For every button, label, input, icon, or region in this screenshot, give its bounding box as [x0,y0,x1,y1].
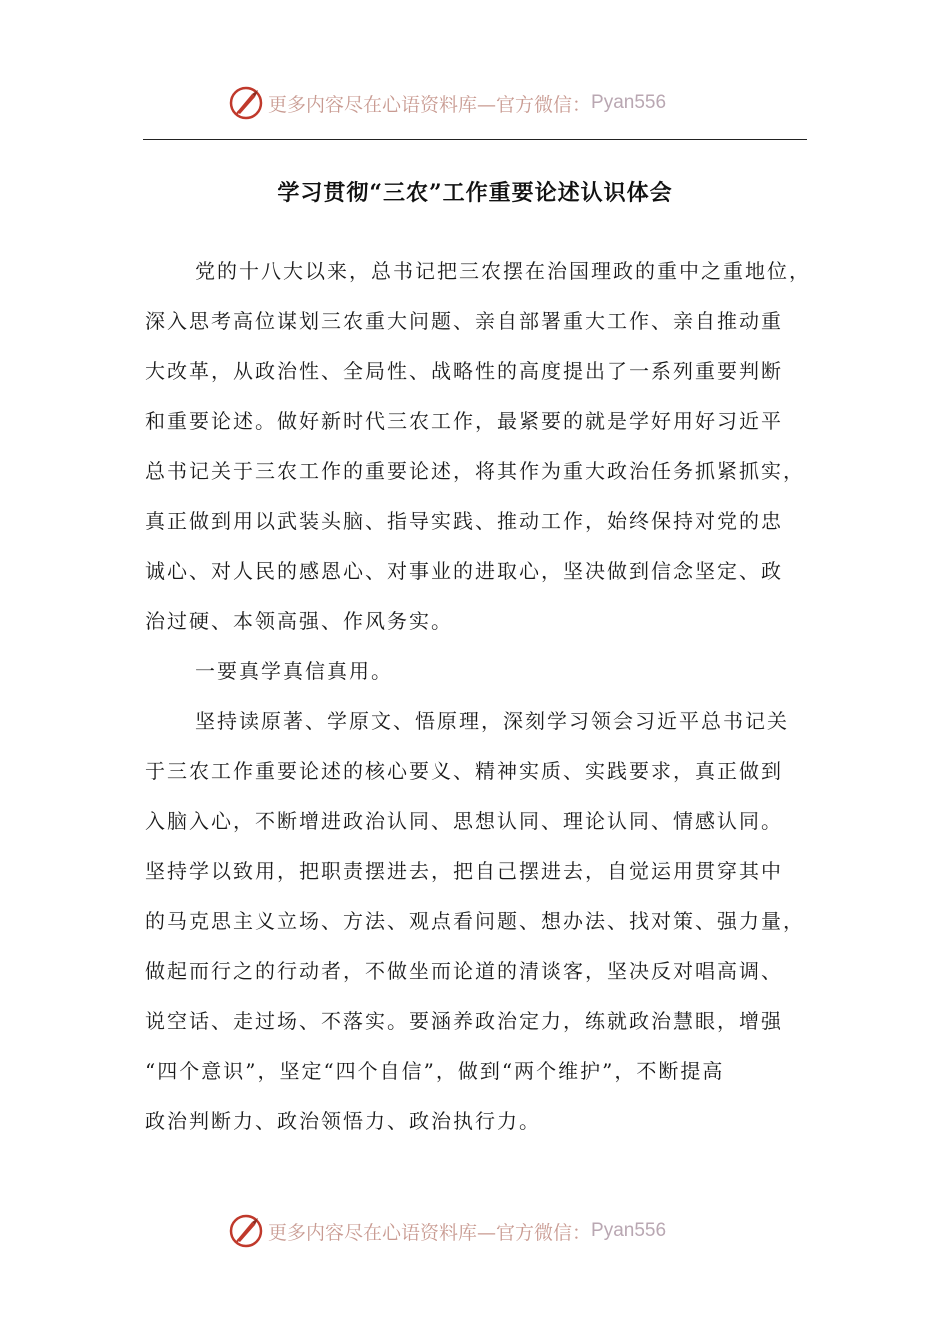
watermark-wechat-id: Pyan556 [591,1220,667,1241]
header-watermark [228,83,666,123]
watermark-wechat-id: Pyan556 [591,92,667,113]
text-line: 于三农工作重要论述的核心要义、精神实质、实践要求，真正做到 [145,759,783,783]
header-divider [143,139,807,140]
quill-logo-icon [228,1213,264,1249]
text-line: 做起而行之的行动者，不做坐而论道的清谈客，坚决反对唱高调、 [145,959,783,983]
text-line: 党的十八大以来，总书记把三农摆在治国理政的重中之重地位， [195,259,811,283]
text-line: 和重要论述。做好新时代三农工作，最紧要的就是学好用好习近平 [145,409,783,433]
text-line: 的马克思主义立场、方法、观点看问题、想办法、找对策、强力量， [145,909,805,933]
text-line: 大改革，从政治性、全局性、战略性的高度提出了一系列重要判断 [145,359,783,383]
text-line: 政治判断力、政治领悟力、政治执行力。 [145,1109,541,1133]
text-line: 坚持学以致用，把职责摆进去，把自己摆进去，自觉运用贯穿其中 [145,859,783,883]
text-line: 治过硬、本领高强、作风务实。 [145,609,453,633]
watermark-text: 更多内容尽在心语资料库—官方微信： [268,1221,592,1244]
quill-logo-icon [228,85,264,121]
document-title: 学习贯彻“三农”工作重要论述认识体会 [277,180,673,206]
text-line: 入脑入心，不断增进政治认同、思想认同、理论认同、情感认同。 [145,809,783,833]
section-heading: 一要真学真信真用。 [195,659,393,683]
text-line: 深入思考高位谋划三农重大问题、亲自部署重大工作、亲自推动重 [145,309,783,333]
text-line: 坚持读原著、学原文、悟原理，深刻学习领会习近平总书记关 [195,709,789,733]
text-line: 总书记关于三农工作的重要论述，将其作为重大政治任务抓紧抓实， [145,459,805,483]
text-line: 诚心、对人民的感恩心、对事业的进取心，坚决做到信念坚定、政 [145,559,783,583]
text-line: 真正做到用以武装头脑、指导实践、推动工作，始终保持对党的忠 [145,509,783,533]
watermark-text: 更多内容尽在心语资料库—官方微信： [268,93,592,116]
text-line: 说空话、走过场、不落实。要涵养政治定力，练就政治慧眼，增强 [145,1009,783,1033]
text-line: “四个意识”，坚定“四个自信”，做到“两个维护”，不断提高 [145,1059,725,1083]
paragraph-1 [145,246,809,1146]
footer-watermark [228,1211,666,1251]
